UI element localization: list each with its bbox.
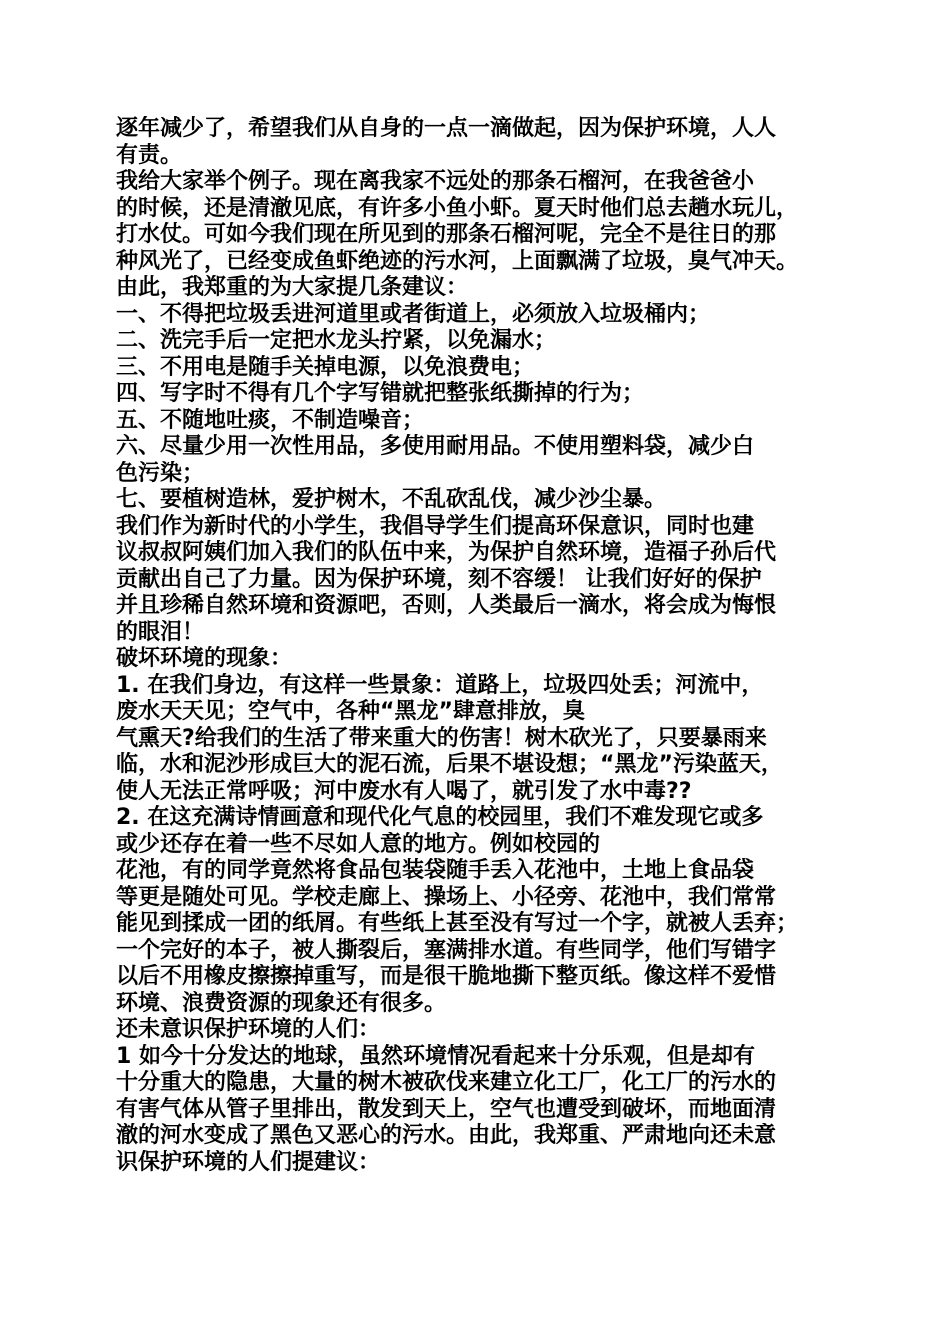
text-line: 气熏天?给我们的生活了带来重大的伤害！树木砍光了，只要暴雨来 <box>116 725 767 751</box>
text-line: 或少还存在着一些不尽如人意的地方。例如校园的 <box>116 831 601 857</box>
text-line: 的眼泪！ <box>116 619 205 645</box>
text-line: 识保护环境的人们提建议： <box>116 1149 381 1175</box>
text-line: 1 如今十分发达的地球，虽然环境情况看起来十分乐观，但是却有 <box>116 1043 755 1069</box>
text-line: 四、写字时不得有几个字写错就把整张纸撕掉的行为； <box>116 381 645 406</box>
text-line: 一个完好的本子，被人撕裂后，塞满排水道。有些同学，他们写错字 <box>116 937 777 963</box>
text-line: 十分重大的隐患，大量的树木被砍伐来建立化工厂，化工厂的污水的 <box>116 1070 777 1095</box>
text-line: 并且珍稀自然环境和资源吧，否则，人类最后一滴水，将会成为悔恨 <box>116 593 777 618</box>
text-line: 贡献出自己了力量。因为保护环境，刻不容缓！ 让我们好好的保护 <box>116 566 762 592</box>
text-line: 澈的河水变成了黑色又恶心的污水。由此，我郑重、严肃地向还未意 <box>116 1123 777 1148</box>
text-line: 逐年减少了，希望我们从自身的一点一滴做起，因为保护环境，人人 <box>116 116 777 141</box>
text-line: 花池，有的同学竟然将食品包装袋随手丢入花池中，土地上食品袋 <box>116 858 755 883</box>
text-line: 三、不用电是随手关掉电源，以免浪费电； <box>116 354 535 380</box>
text-line: 打水仗。可如今我们现在所见到的那条石榴河呢，完全不是往日的那 <box>116 222 777 247</box>
text-line: 有害气体从管子里排出，散发到天上，空气也遭受到破坏，而地面清 <box>116 1096 777 1122</box>
text-line: 由此，我郑重的为大家提几条建议： <box>116 275 469 300</box>
text-line: 二、洗完手后一定把水龙头拧紧，以免漏水； <box>116 328 557 353</box>
text-line: 临，水和泥沙形成巨大的泥石流，后果不堪设想；“黑龙”污染蓝天， <box>116 752 783 777</box>
text-line: 五、不随地吐痰，不制造噪音； <box>116 407 425 433</box>
text-line: 环境、浪费资源的现象还有很多。 <box>116 990 447 1016</box>
text-line: 议叔叔阿姨们加入我们的队伍中来，为保护自然环境，造福子孙后代 <box>116 540 777 565</box>
text-line: 以后不用橡皮擦擦掉重写，而是很干脆地撕下整页纸。像这样不爱惜 <box>116 964 777 989</box>
text-line: 使人无法正常呼吸；河中废水有人喝了，就引发了水中毒?? <box>116 778 692 804</box>
text-line: 我给大家举个例子。现在离我家不远处的那条石榴河，在我爸爸小 <box>116 169 755 194</box>
text-line: 等更是随处可见。学校走廊上、操场上、小径旁、花池中，我们常常 <box>116 884 777 910</box>
text-line: 还未意识保护环境的人们： <box>116 1017 381 1042</box>
text-line: 有责。 <box>116 142 183 168</box>
text-line: 的时候，还是清澈见底，有许多小鱼小虾。夏天时他们总去趟水玩儿， <box>116 195 799 221</box>
text-line: 废水天天见；空气中，各种“黑龙”肆意排放，臭 <box>116 699 585 724</box>
document-page <box>116 116 836 1176</box>
text-line: 2. 在这充满诗情画意和现代化气息的校园里，我们不难发现它或多 <box>116 805 764 830</box>
text-line: 七、要植树造林，爱护树木，不乱砍乱伐，减少沙尘暴。 <box>116 487 667 512</box>
text-line: 一、不得把垃圾丢进河道里或者街道上，必须放入垃圾桶内； <box>116 301 711 327</box>
text-line: 色污染； <box>116 460 205 486</box>
text-line: 能见到揉成一团的纸屑。有些纸上甚至没有写过一个字，就被人丢弃； <box>116 911 799 936</box>
text-line: 种风光了，已经变成鱼虾绝迹的污水河，上面飘满了垃圾，臭气冲天。 <box>116 248 799 274</box>
text-line: 破坏环境的现象： <box>116 646 293 671</box>
text-line: 1. 在我们身边，有这样一些景象：道路上，垃圾四处丢；河流中， <box>116 672 764 698</box>
text-line: 我们作为新时代的小学生，我倡导学生们提高环保意识，同时也建 <box>116 513 755 539</box>
text-line: 六、尽量少用一次性用品，多使用耐用品。不使用塑料袋，减少白 <box>116 434 755 459</box>
